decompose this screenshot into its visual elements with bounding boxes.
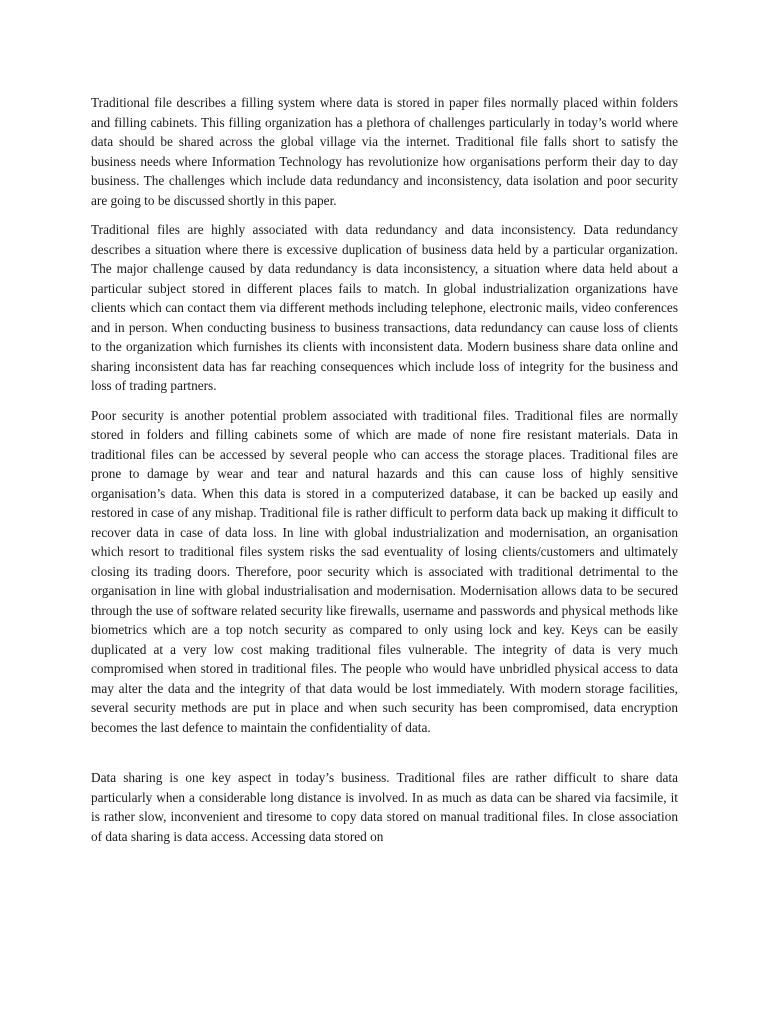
document-body xyxy=(91,93,678,856)
paragraph-intro: Traditional file describes a filling system where data is stored in paper files normally placed within folders and filling cabinets. This filling organization has a plethora of challenges particularly in today’s world where data should be shared across the global village via the internet. Traditional file falls short to satisfy the business needs where Information Technology has revolutionize how organisations perform their day to day business. The challenges which include data redundancy and inconsistency, data isolation and poor security are going to be discussed shortly in this paper. xyxy=(91,95,678,208)
paragraph-data-sharing: Data sharing is one key aspect in today’s business. Traditional files are rather difficult to share data particularly when a considerable long distance is involved. In as much as data can be shared via facsimile, it is rather slow, inconvenient and tiresome to copy data stored on manual traditional files. In close association of data sharing is data access. Accessing data stored on xyxy=(91,770,678,844)
paragraph-security: Poor security is another potential problem associated with traditional files. Traditional files are normally stored in folders and filling cabinets some of which are made of none fire resistant materials. Data in traditional files can be accessed by several people who can access the storage places. Traditional files are prone to damage by wear and tear and natural hazards and this can cause loss of highly sensitive organisation’s data. When this data is stored in a computerized database, it can be backed up easily and restored in case of any mishap. Traditional file is rather difficult to perform data back up making it difficult to recover data in case of data loss. In line with global industrialization and modernisation, an organisation which resort to traditional files system risks the sad eventuality of losing clients/customers and ultimately closing its trading doors. Therefore, poor security which is associated with traditional detrimental to the organisation in line with global industrialisation and modernisation. Modernisation allows data to be secured through the use of software related security like firewalls, username and passwords and physical methods like biometrics which are a top notch security as compared to only using lock and key. Keys can be easily duplicated at a very low cost making traditional files vulnerable. The integrity of data is very much compromised when stored in traditional files. The people who would have unbridled physical access to data may alter the data and the integrity of that data would be lost immediately. With modern storage facilities, several security methods are put in place and when such security has been compromised, data encryption becomes the last defence to maintain the confidentiality of data. xyxy=(91,407,678,735)
paragraph-redundancy: Traditional files are highly associated with data redundancy and data inconsistency. Data redundancy describes a situation where there is excessive duplication of business data held by a particular organization. The major challenge caused by data redundancy is data inconsistency, a situation where data held about a particular subject stored in different places fails to match. In global industrialization organizations have clients which can contact them via different methods including telephone, electronic mails, video conferences and in person. When conducting business to business transactions, data redundancy can cause loss of clients to the organization which furnishes its clients with inconsistent data. Modern business share data online and sharing inconsistent data has far reaching consequences which include loss of integrity for the business and loss of trading partners. xyxy=(91,222,678,393)
